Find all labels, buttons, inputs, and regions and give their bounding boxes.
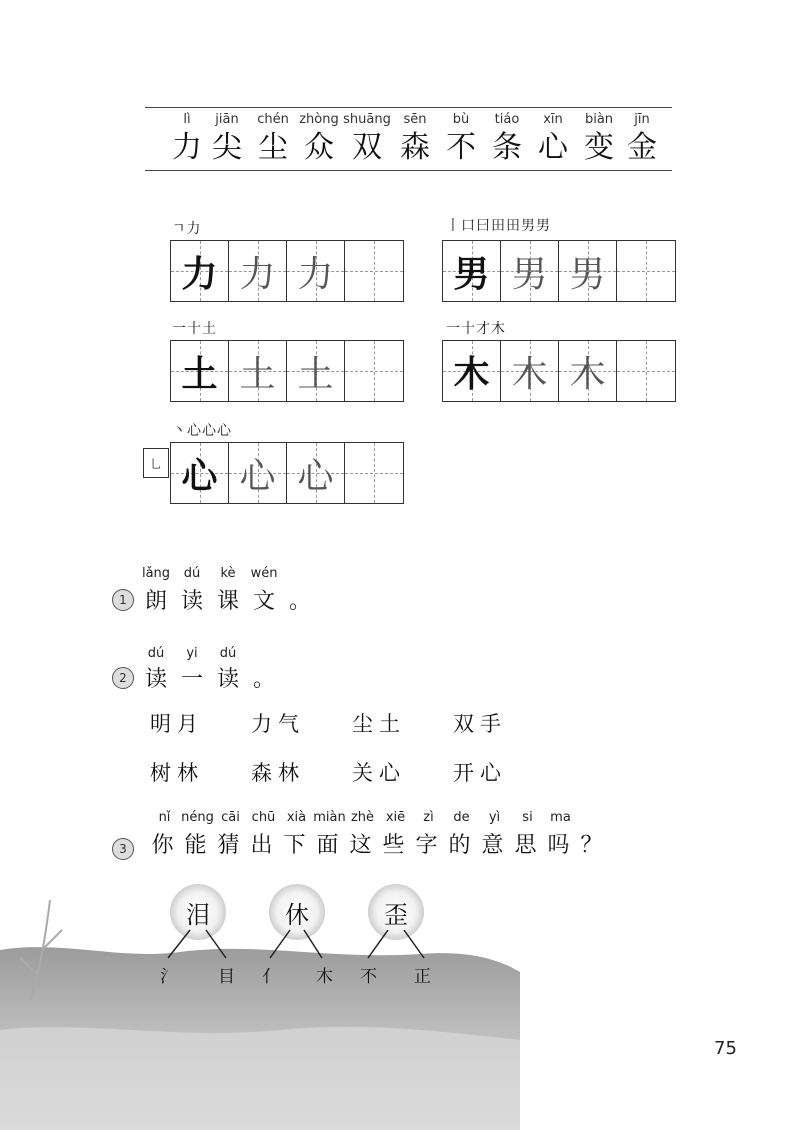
pinyin-syllable: xiē: [385, 810, 406, 825]
vocab-char: 变: [584, 130, 614, 165]
word-item: 树林: [150, 761, 204, 785]
grid-char: 心: [297, 455, 334, 497]
component-4: 木: [316, 967, 333, 987]
vocab-item: [170, 112, 204, 168]
vocab-char: 金: [627, 130, 657, 165]
hanzi-char: 朗: [144, 589, 167, 614]
vocab-char: 不: [446, 130, 476, 165]
vocab-char: 双: [352, 130, 382, 165]
vocab-item: [296, 112, 342, 168]
pinyin-syllable: néng: [181, 810, 214, 825]
grid-char: 土: [297, 353, 334, 395]
component-3: 亻: [262, 967, 279, 987]
stroke-order-mu: 一十才木: [446, 321, 506, 337]
ex2-text: [138, 662, 282, 693]
hanzi-char: 面: [316, 833, 339, 858]
pinyin-syllable: lǎng: [141, 566, 171, 581]
grid-char: 木: [511, 353, 548, 395]
pinyin-syllable: dú: [147, 646, 165, 661]
vocab-item: [530, 112, 576, 168]
vocab-char: 尘: [258, 130, 288, 165]
hint-stroke-box: 乚: [143, 448, 169, 478]
vocab-pinyin: chén: [257, 112, 289, 127]
hanzi-char: 些: [382, 833, 405, 858]
ball-char-xiu: 休: [285, 901, 309, 929]
page-number: 75: [714, 1038, 737, 1059]
grid-char: 力: [297, 253, 334, 295]
ball-char-wai: 歪: [384, 901, 408, 929]
landscape-illustration: [0, 880, 520, 1130]
component-2: 目: [218, 967, 235, 987]
vocab-pinyin: biàn: [584, 112, 614, 127]
vocab-item: [576, 112, 622, 168]
vocab-item: [342, 112, 392, 168]
vocab-item: [622, 112, 662, 168]
exercise-2-icon: 2: [112, 667, 134, 689]
grid-xin: [170, 442, 404, 504]
vocab-pinyin: xīn: [543, 112, 563, 127]
ex3-text: [146, 828, 608, 859]
hanzi-char: 读: [144, 667, 167, 692]
word-item: 关心: [352, 761, 406, 785]
hanzi-char: 文: [252, 589, 275, 614]
hanzi-char: ？: [580, 833, 603, 858]
vocab-row: [170, 112, 662, 168]
word-item: 双手: [453, 712, 507, 736]
hanzi-char: 吗: [547, 833, 570, 858]
pinyin-syllable: nǐ: [158, 810, 171, 825]
hanzi-char: 的: [448, 833, 471, 858]
pinyin-syllable: ma: [550, 810, 571, 825]
ex1-text: [138, 584, 318, 615]
hanzi-char: 课: [216, 589, 239, 614]
component-6: 正: [414, 967, 431, 987]
vocab-char: 尖: [212, 130, 242, 165]
vocab-item: [484, 112, 530, 168]
grid-char: 男: [453, 252, 490, 295]
vocab-pinyin: sēn: [403, 112, 427, 127]
pinyin-syllable: xià: [286, 810, 307, 825]
grid-tu: [170, 340, 404, 402]
word-item: 开心: [453, 761, 507, 785]
grid-char: 力: [181, 252, 218, 295]
ex2-pinyin: [138, 646, 246, 661]
word-item: 力气: [251, 712, 305, 736]
grid-char: 木: [569, 353, 606, 395]
pinyin-syllable: dú: [183, 566, 201, 581]
pinyin-syllable: chū: [251, 810, 276, 825]
vocab-char: 条: [492, 130, 522, 165]
stroke-order-xin: 丶心心心: [172, 423, 232, 439]
vocab-item: [392, 112, 438, 168]
vocab-pinyin: jiān: [215, 112, 239, 127]
vocab-char: 森: [400, 130, 430, 165]
pinyin-syllable: yì: [488, 810, 501, 825]
stroke-order-li: ㄱ力: [172, 221, 202, 237]
ex3-pinyin: [148, 810, 577, 825]
hanzi-char: 这: [349, 833, 372, 858]
grid-nan: [442, 240, 676, 302]
vocab-pinyin: lì: [183, 112, 191, 127]
hanzi-char: 。: [252, 667, 275, 692]
word-item: 尘土: [352, 712, 406, 736]
grid-char: 男: [569, 253, 606, 295]
word-item: 明月: [150, 712, 204, 736]
pinyin-syllable: zì: [423, 810, 434, 825]
word-item: 森林: [251, 761, 305, 785]
vocab-char: 力: [172, 130, 202, 165]
pinyin-syllable: si: [522, 810, 533, 825]
vocab-pinyin: shuāng: [343, 112, 391, 127]
vocab-item: [438, 112, 484, 168]
exercise-1-icon: 1: [112, 589, 134, 611]
vocab-char: 心: [538, 130, 568, 165]
vocab-char: 众: [304, 130, 334, 165]
grid-char: 土: [181, 352, 218, 395]
pinyin-syllable: dú: [219, 646, 237, 661]
hanzi-char: 下: [283, 833, 306, 858]
pinyin-syllable: cāi: [221, 810, 240, 825]
pinyin-syllable: zhè: [350, 810, 375, 825]
hanzi-char: 能: [184, 833, 207, 858]
hanzi-char: 思: [514, 833, 537, 858]
grid-char: 心: [181, 454, 218, 497]
ball-char-lei: 泪: [186, 901, 210, 929]
grid-char: 力: [239, 253, 276, 295]
vocab-pinyin: tiáo: [494, 112, 520, 127]
hanzi-char: 猜: [217, 833, 240, 858]
hanzi-char: 。: [288, 589, 311, 614]
vocab-item: [250, 112, 296, 168]
grid-mu: [442, 340, 676, 402]
header-top-rule: [145, 107, 672, 108]
grid-char: 土: [239, 353, 276, 395]
hanzi-char: 读: [180, 589, 203, 614]
vocab-item: [204, 112, 250, 168]
stroke-order-nan: 丨口曰田田男男: [446, 218, 551, 234]
word-list-row-2: [150, 757, 554, 787]
stroke-order-tu: 一十土: [172, 321, 217, 337]
pinyin-syllable: wén: [250, 566, 278, 581]
hanzi-char: 字: [415, 833, 438, 858]
word-list-row-1: [150, 708, 554, 738]
header-bottom-rule: [145, 170, 672, 171]
grid-li: [170, 240, 404, 302]
hanzi-char: 出: [250, 833, 273, 858]
hanzi-char: 读: [216, 667, 239, 692]
vocab-pinyin: jīn: [634, 112, 650, 127]
vocab-pinyin: zhòng: [299, 112, 339, 127]
hanzi-char: 你: [151, 833, 174, 858]
hanzi-char: 一: [180, 667, 203, 692]
pinyin-syllable: yi: [186, 646, 198, 661]
component-5: 不: [360, 967, 377, 987]
ex1-pinyin: [138, 566, 282, 581]
pinyin-syllable: de: [453, 810, 470, 825]
component-1: 氵: [160, 967, 177, 987]
grid-char: 木: [453, 352, 490, 395]
grid-char: 心: [239, 455, 276, 497]
pinyin-syllable: miàn: [313, 810, 346, 825]
pinyin-syllable: kè: [220, 566, 236, 581]
exercise-3-icon: 3: [112, 838, 134, 860]
vocab-pinyin: bù: [452, 112, 470, 127]
hanzi-char: 意: [481, 833, 504, 858]
grid-char: 男: [511, 253, 548, 295]
